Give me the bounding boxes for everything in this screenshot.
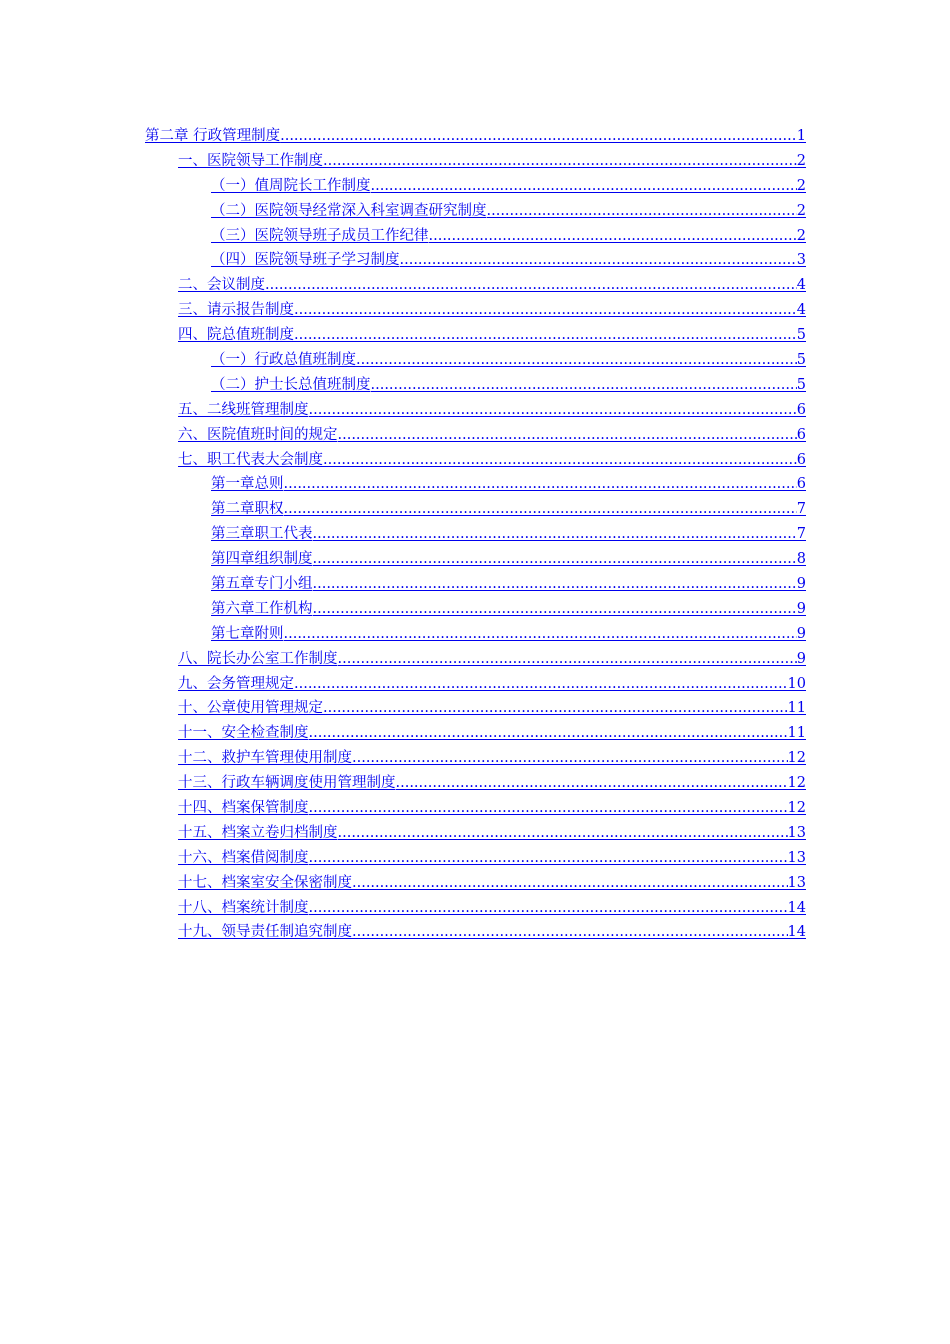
toc-entry-page-number[interactable]: 5 xyxy=(796,376,806,393)
toc-entry[interactable] xyxy=(0,398,806,423)
toc-entry-title[interactable]: 第五章专门小组 xyxy=(211,576,313,593)
toc-dot-leader xyxy=(323,149,797,174)
toc-entry-page-number[interactable]: 4 xyxy=(796,277,806,294)
toc-dot-leader xyxy=(338,423,797,448)
toc-entry-title[interactable]: 十、公章使用管理规定 xyxy=(178,700,323,717)
toc-entry-page-number[interactable]: 14 xyxy=(787,924,806,941)
toc-entry[interactable] xyxy=(0,298,806,323)
toc-entry-page-number[interactable]: 9 xyxy=(796,650,806,667)
toc-entry[interactable] xyxy=(0,547,806,572)
toc-dot-leader xyxy=(371,373,797,398)
toc-dot-leader xyxy=(294,323,797,348)
toc-entry-title[interactable]: （二）护士长总值班制度 xyxy=(211,376,371,393)
toc-entry-page-number[interactable]: 13 xyxy=(787,874,806,891)
toc-entry[interactable] xyxy=(0,373,806,398)
toc-entry[interactable] xyxy=(0,174,806,199)
toc-entry-title[interactable]: 十一、安全检查制度 xyxy=(178,725,309,742)
toc-entry[interactable] xyxy=(0,622,806,647)
toc-dot-leader xyxy=(323,448,797,473)
toc-entry-page-number[interactable]: 5 xyxy=(796,352,806,368)
toc-dot-leader xyxy=(487,199,797,224)
toc-dot-leader xyxy=(309,398,797,423)
toc-dot-leader xyxy=(400,248,797,273)
toc-entry-page-number[interactable]: 9 xyxy=(796,600,806,617)
toc-entry[interactable] xyxy=(0,224,806,249)
toc-dot-leader xyxy=(313,572,797,597)
toc-entry[interactable] xyxy=(0,597,806,622)
toc-dot-leader xyxy=(294,298,797,323)
toc-entry[interactable] xyxy=(0,423,806,448)
toc-dot-leader xyxy=(323,696,788,721)
toc-dot-leader xyxy=(371,174,797,199)
toc-dot-leader xyxy=(338,647,797,672)
toc-entry[interactable] xyxy=(0,647,806,672)
toc-entry[interactable] xyxy=(0,448,806,473)
toc-entry-page-number[interactable]: 11 xyxy=(787,725,806,742)
toc-entry-page-number[interactable]: 8 xyxy=(796,551,806,568)
toc-dot-leader xyxy=(284,497,797,522)
toc-entry-page-number[interactable]: 2 xyxy=(796,152,806,169)
toc-entry[interactable] xyxy=(0,572,806,597)
toc-entry-title[interactable]: 二、会议制度 xyxy=(178,277,265,294)
toc-dot-leader xyxy=(284,622,797,647)
toc-dot-leader xyxy=(309,721,788,746)
toc-entry-page-number[interactable]: 13 xyxy=(787,849,806,866)
toc-entry[interactable] xyxy=(0,472,806,497)
toc-entry[interactable] xyxy=(0,821,806,846)
toc-dot-leader xyxy=(313,547,797,572)
toc-entry[interactable] xyxy=(0,323,806,348)
toc-entry-title[interactable]: （二）医院领导经常深入科室调查研究制度 xyxy=(211,202,487,219)
toc-entry[interactable] xyxy=(0,696,806,721)
table-of-contents xyxy=(0,124,950,945)
toc-dot-leader xyxy=(352,920,788,945)
toc-entry-page-number[interactable]: 12 xyxy=(787,775,806,792)
toc-entry-page-number[interactable]: 6 xyxy=(796,451,806,468)
toc-dot-leader xyxy=(352,746,788,771)
toc-dot-leader xyxy=(265,273,797,298)
toc-entry-page-number[interactable]: 13 xyxy=(787,824,806,841)
toc-entry-page-number[interactable]: 11 xyxy=(787,700,806,717)
toc-entry[interactable] xyxy=(0,348,806,373)
toc-entry-title[interactable]: 十五、档案立卷归档制度 xyxy=(178,824,338,841)
toc-entry-title[interactable]: 三、请示报告制度 xyxy=(178,302,294,319)
toc-entry-page-number[interactable]: 12 xyxy=(787,750,806,767)
toc-entry-title[interactable]: 十七、档案室安全保密制度 xyxy=(178,874,352,891)
toc-dot-leader xyxy=(294,672,788,697)
toc-entry-title[interactable]: 十八、档案统计制度 xyxy=(178,899,309,916)
toc-entry-page-number[interactable]: 6 xyxy=(796,426,806,443)
toc-entry[interactable] xyxy=(0,248,806,273)
toc-dot-leader xyxy=(338,821,788,846)
toc-entry-page-number[interactable]: 12 xyxy=(787,800,806,817)
toc-entry[interactable] xyxy=(0,796,806,821)
toc-entry-title[interactable]: 第二章 行政管理制度 xyxy=(145,127,281,144)
toc-entry-title[interactable]: （一）行政总值班制度 xyxy=(211,352,356,368)
toc-entry-page-number[interactable]: 2 xyxy=(796,177,806,194)
toc-entry-title[interactable]: （一）值周院长工作制度 xyxy=(211,177,371,194)
toc-entry-page-number[interactable]: 3 xyxy=(796,252,806,269)
toc-entry-title[interactable]: 第七章附则 xyxy=(211,625,284,642)
toc-entry-title[interactable]: 十九、领导责任制追究制度 xyxy=(178,924,352,941)
toc-entry-page-number[interactable]: 10 xyxy=(787,675,806,692)
toc-dot-leader xyxy=(280,124,797,149)
toc-dot-leader xyxy=(309,796,788,821)
toc-entry-page-number[interactable]: 1 xyxy=(796,127,806,144)
toc-entry[interactable] xyxy=(0,124,806,149)
toc-entry[interactable] xyxy=(0,721,806,746)
toc-entry-title[interactable]: 七、职工代表大会制度 xyxy=(178,451,323,468)
toc-entry-title[interactable]: 第四章组织制度 xyxy=(211,551,313,568)
toc-entry-title[interactable]: 十三、行政车辆调度使用管理制度 xyxy=(178,775,396,792)
toc-dot-leader xyxy=(313,522,797,547)
toc-dot-leader xyxy=(313,597,797,622)
toc-entry-page-number[interactable]: 6 xyxy=(796,476,806,493)
toc-dot-leader xyxy=(352,871,788,896)
toc-entry-title[interactable]: 第二章职权 xyxy=(211,501,284,518)
toc-entry-title[interactable]: 十四、档案保管制度 xyxy=(178,800,309,817)
toc-entry-page-number[interactable]: 14 xyxy=(787,899,806,916)
toc-entry-title[interactable]: 六、医院值班时间的规定 xyxy=(178,426,338,443)
toc-entry-title[interactable]: 十二、救护车管理使用制度 xyxy=(178,750,352,767)
toc-dot-leader xyxy=(309,896,788,921)
toc-dot-leader xyxy=(356,348,797,373)
toc-entry-page-number[interactable]: 6 xyxy=(796,401,806,418)
toc-entry-title[interactable]: 第一章总则 xyxy=(211,476,284,493)
toc-entry-page-number[interactable]: 2 xyxy=(796,227,806,244)
toc-entry-page-number[interactable]: 7 xyxy=(796,501,806,518)
toc-entry-title[interactable]: 九、会务管理规定 xyxy=(178,675,294,692)
toc-entry-page-number[interactable]: 4 xyxy=(796,302,806,319)
toc-entry[interactable] xyxy=(0,921,806,946)
toc-entry[interactable] xyxy=(0,896,806,921)
toc-dot-leader xyxy=(309,846,788,871)
toc-entry-page-number[interactable]: 9 xyxy=(796,576,806,593)
toc-entry[interactable] xyxy=(0,846,806,871)
toc-entry[interactable] xyxy=(0,771,806,796)
toc-entry-page-number[interactable]: 2 xyxy=(796,202,806,219)
toc-entry[interactable] xyxy=(0,273,806,298)
toc-dot-leader xyxy=(396,771,788,796)
toc-entry-title[interactable]: 四、院总值班制度 xyxy=(178,327,294,344)
toc-entry-title[interactable]: 八、院长办公室工作制度 xyxy=(178,650,338,667)
toc-entry[interactable] xyxy=(0,149,806,174)
toc-entry[interactable] xyxy=(0,522,806,547)
toc-entry-title[interactable]: （四）医院领导班子学习制度 xyxy=(211,252,400,269)
toc-entry-page-number[interactable]: 7 xyxy=(796,526,806,543)
toc-entry-title[interactable]: 第三章职工代表 xyxy=(211,526,313,543)
toc-entry[interactable] xyxy=(0,871,806,896)
toc-entry-title[interactable]: 第六章工作机构 xyxy=(211,600,313,617)
toc-entry[interactable] xyxy=(0,497,806,522)
toc-entry[interactable] xyxy=(0,746,806,771)
toc-entry-title[interactable]: （三）医院领导班子成员工作纪律 xyxy=(211,227,429,244)
toc-entry[interactable] xyxy=(0,199,806,224)
toc-entry-page-number[interactable]: 5 xyxy=(796,327,806,344)
toc-entry-title[interactable]: 十六、档案借阅制度 xyxy=(178,849,309,866)
toc-entry[interactable] xyxy=(0,672,806,697)
toc-dot-leader xyxy=(429,224,797,249)
toc-dot-leader xyxy=(284,472,797,497)
toc-entry-title[interactable]: 一、医院领导工作制度 xyxy=(178,152,323,169)
toc-entry-title[interactable]: 五、二线班管理制度 xyxy=(178,401,309,418)
toc-entry-page-number[interactable]: 9 xyxy=(796,625,806,642)
